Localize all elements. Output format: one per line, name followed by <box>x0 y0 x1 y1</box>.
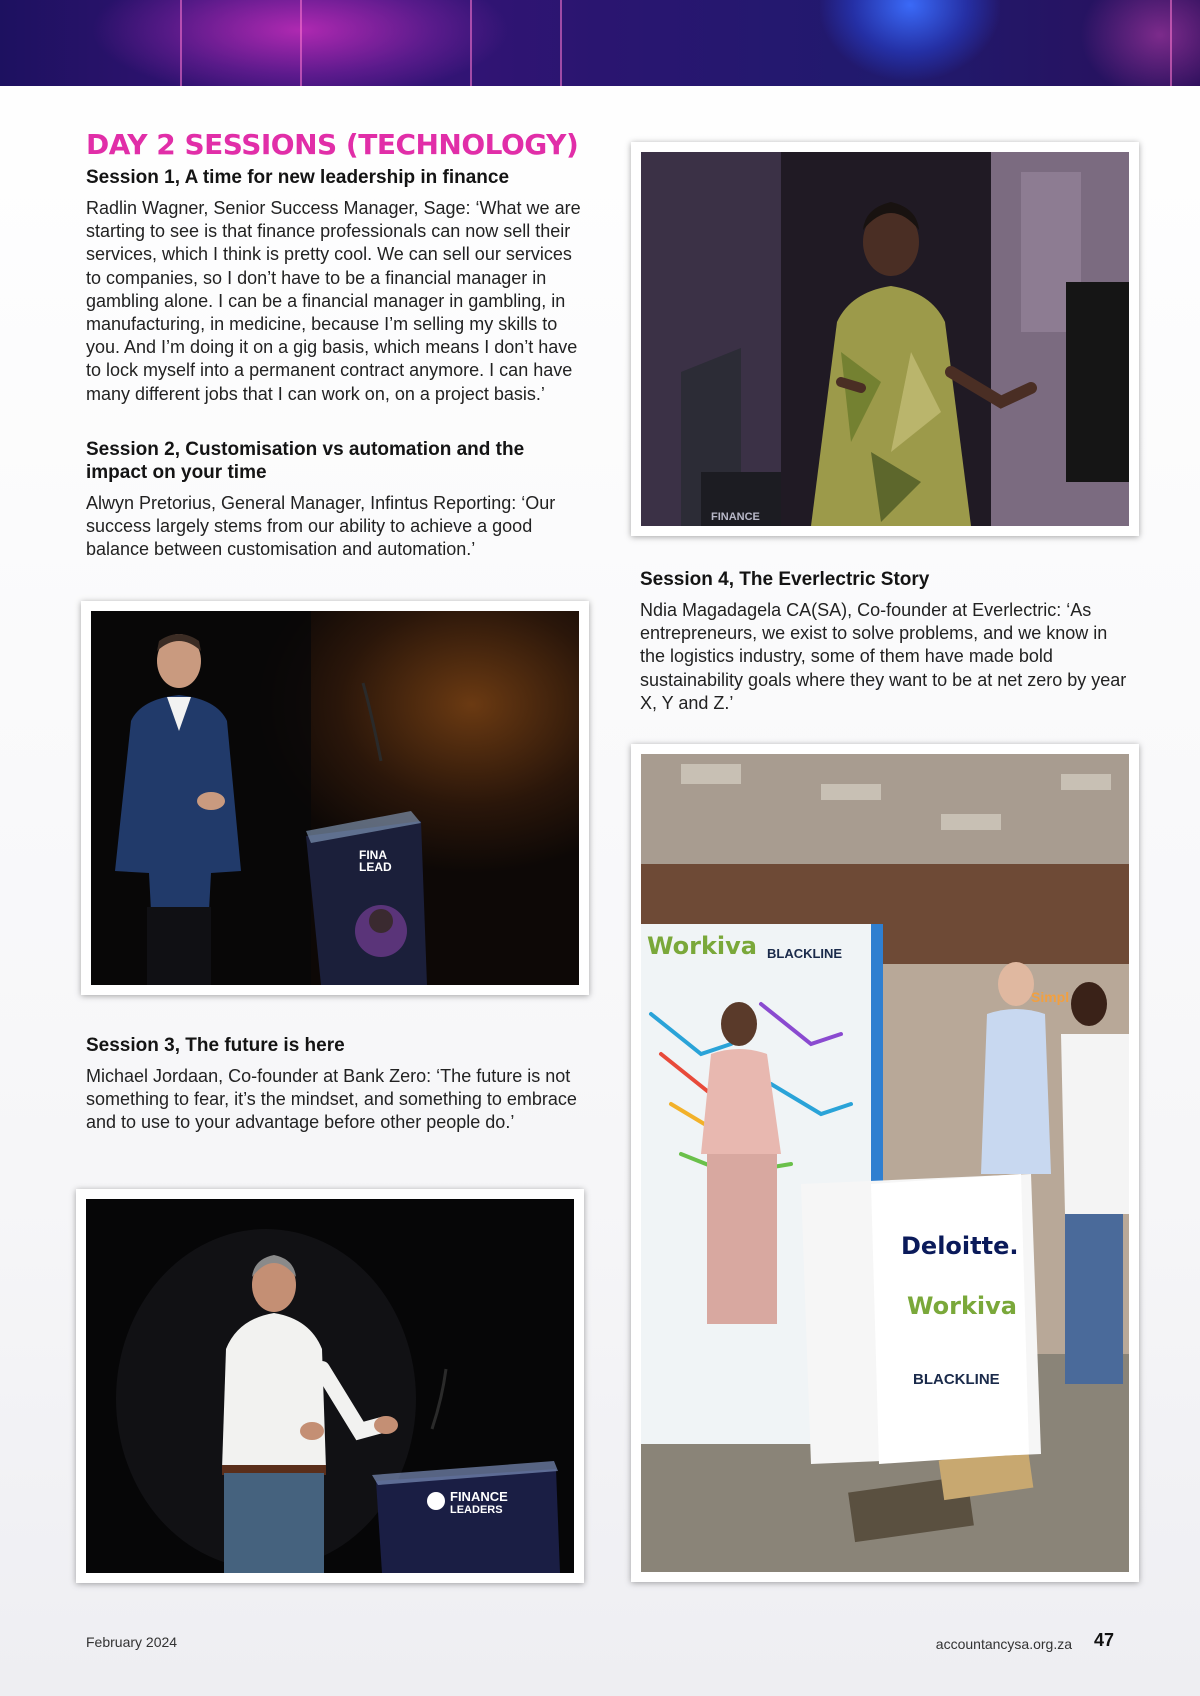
svg-text:LEADERS: LEADERS <box>450 1504 503 1516</box>
svg-text:FINANCE: FINANCE <box>711 511 760 523</box>
svg-text:Workiva: Workiva <box>907 1292 1017 1320</box>
session-3-body: Michael Jordaan, Co-founder at Bank Zero: ‘The future is not something to fear, it’s the mindset, and something to embrace and to use to your advantage before other people do.’ <box>86 1066 577 1133</box>
svg-text:Deloitte.: Deloitte. <box>901 1232 1019 1260</box>
svg-text:Workiva: Workiva <box>647 932 757 960</box>
session-2-title: Session 2, Customisation vs automation and the impact on your time <box>86 439 525 483</box>
section-heading: DAY 2 SESSIONS (TECHNOLOGY) <box>86 128 579 161</box>
header-banner <box>0 0 1200 86</box>
session-2 <box>86 438 586 562</box>
session-3 <box>86 1034 586 1135</box>
photo-4-image <box>641 754 1129 1572</box>
session-1 <box>86 166 586 406</box>
session-4-title: Session 4, The Everlectric Story <box>640 569 930 590</box>
footer-date: February 2024 <box>86 1634 178 1650</box>
session-1-body: Radlin Wagner, Senior Success Manager, Sage: ‘What we are starting to see is that finance professionals can now sell their services, which I think is pretty cool. We can sell our services to companies, so I don’t have to be a financial manager in gambling alone. I can be a financial manager in gambling, in manufacturing, in medicine, because I’m selling my skills to you. And I’m doing it on a gig basis, which means I don’t have to lock myself into a permanent contract anymore. I can have many different jobs that I can work on, on a project basis.’ <box>86 198 581 404</box>
svg-text:BLACKLINE: BLACKLINE <box>767 946 843 961</box>
svg-text:Simpl: Simpl <box>1031 989 1070 1005</box>
footer-url[interactable]: accountancysa.org.za <box>935 1636 1072 1652</box>
photo-1-image <box>91 611 579 985</box>
session-4-body: Ndia Magadagela CA(SA), Co-founder at Everlectric: ‘As entrepreneurs, we exist to solve problems, and we know in the logistics industry, some of them have made bold sustainability goals where they want to be at net zero by year X, Y and Z.’ <box>640 600 1127 713</box>
photo-3-image <box>86 1199 574 1573</box>
photo-speaker-session-4 <box>631 142 1139 536</box>
session-4 <box>640 568 1130 715</box>
photo-speaker-session-3 <box>76 1189 584 1583</box>
page-number: 47 <box>1093 1630 1114 1650</box>
session-3-title: Session 3, The future is here <box>86 1035 345 1056</box>
svg-text:FINANCE: FINANCE <box>450 1489 508 1504</box>
svg-text:BLACKLINE: BLACKLINE <box>913 1371 1000 1388</box>
photo-speaker-session-1 <box>81 601 589 995</box>
svg-text:FINALEAD: FINA LEAD <box>359 848 392 874</box>
session-2-body: Alwyn Pretorius, General Manager, Infintus Reporting: ‘Our success largely stems from our ability to achieve a good balance between customisation and automation.’ <box>86 493 556 560</box>
photo-2-image <box>641 152 1129 526</box>
session-1-title: Session 1, A time for new leadership in finance <box>86 167 510 188</box>
photo-exhibition-booth <box>631 744 1139 1582</box>
